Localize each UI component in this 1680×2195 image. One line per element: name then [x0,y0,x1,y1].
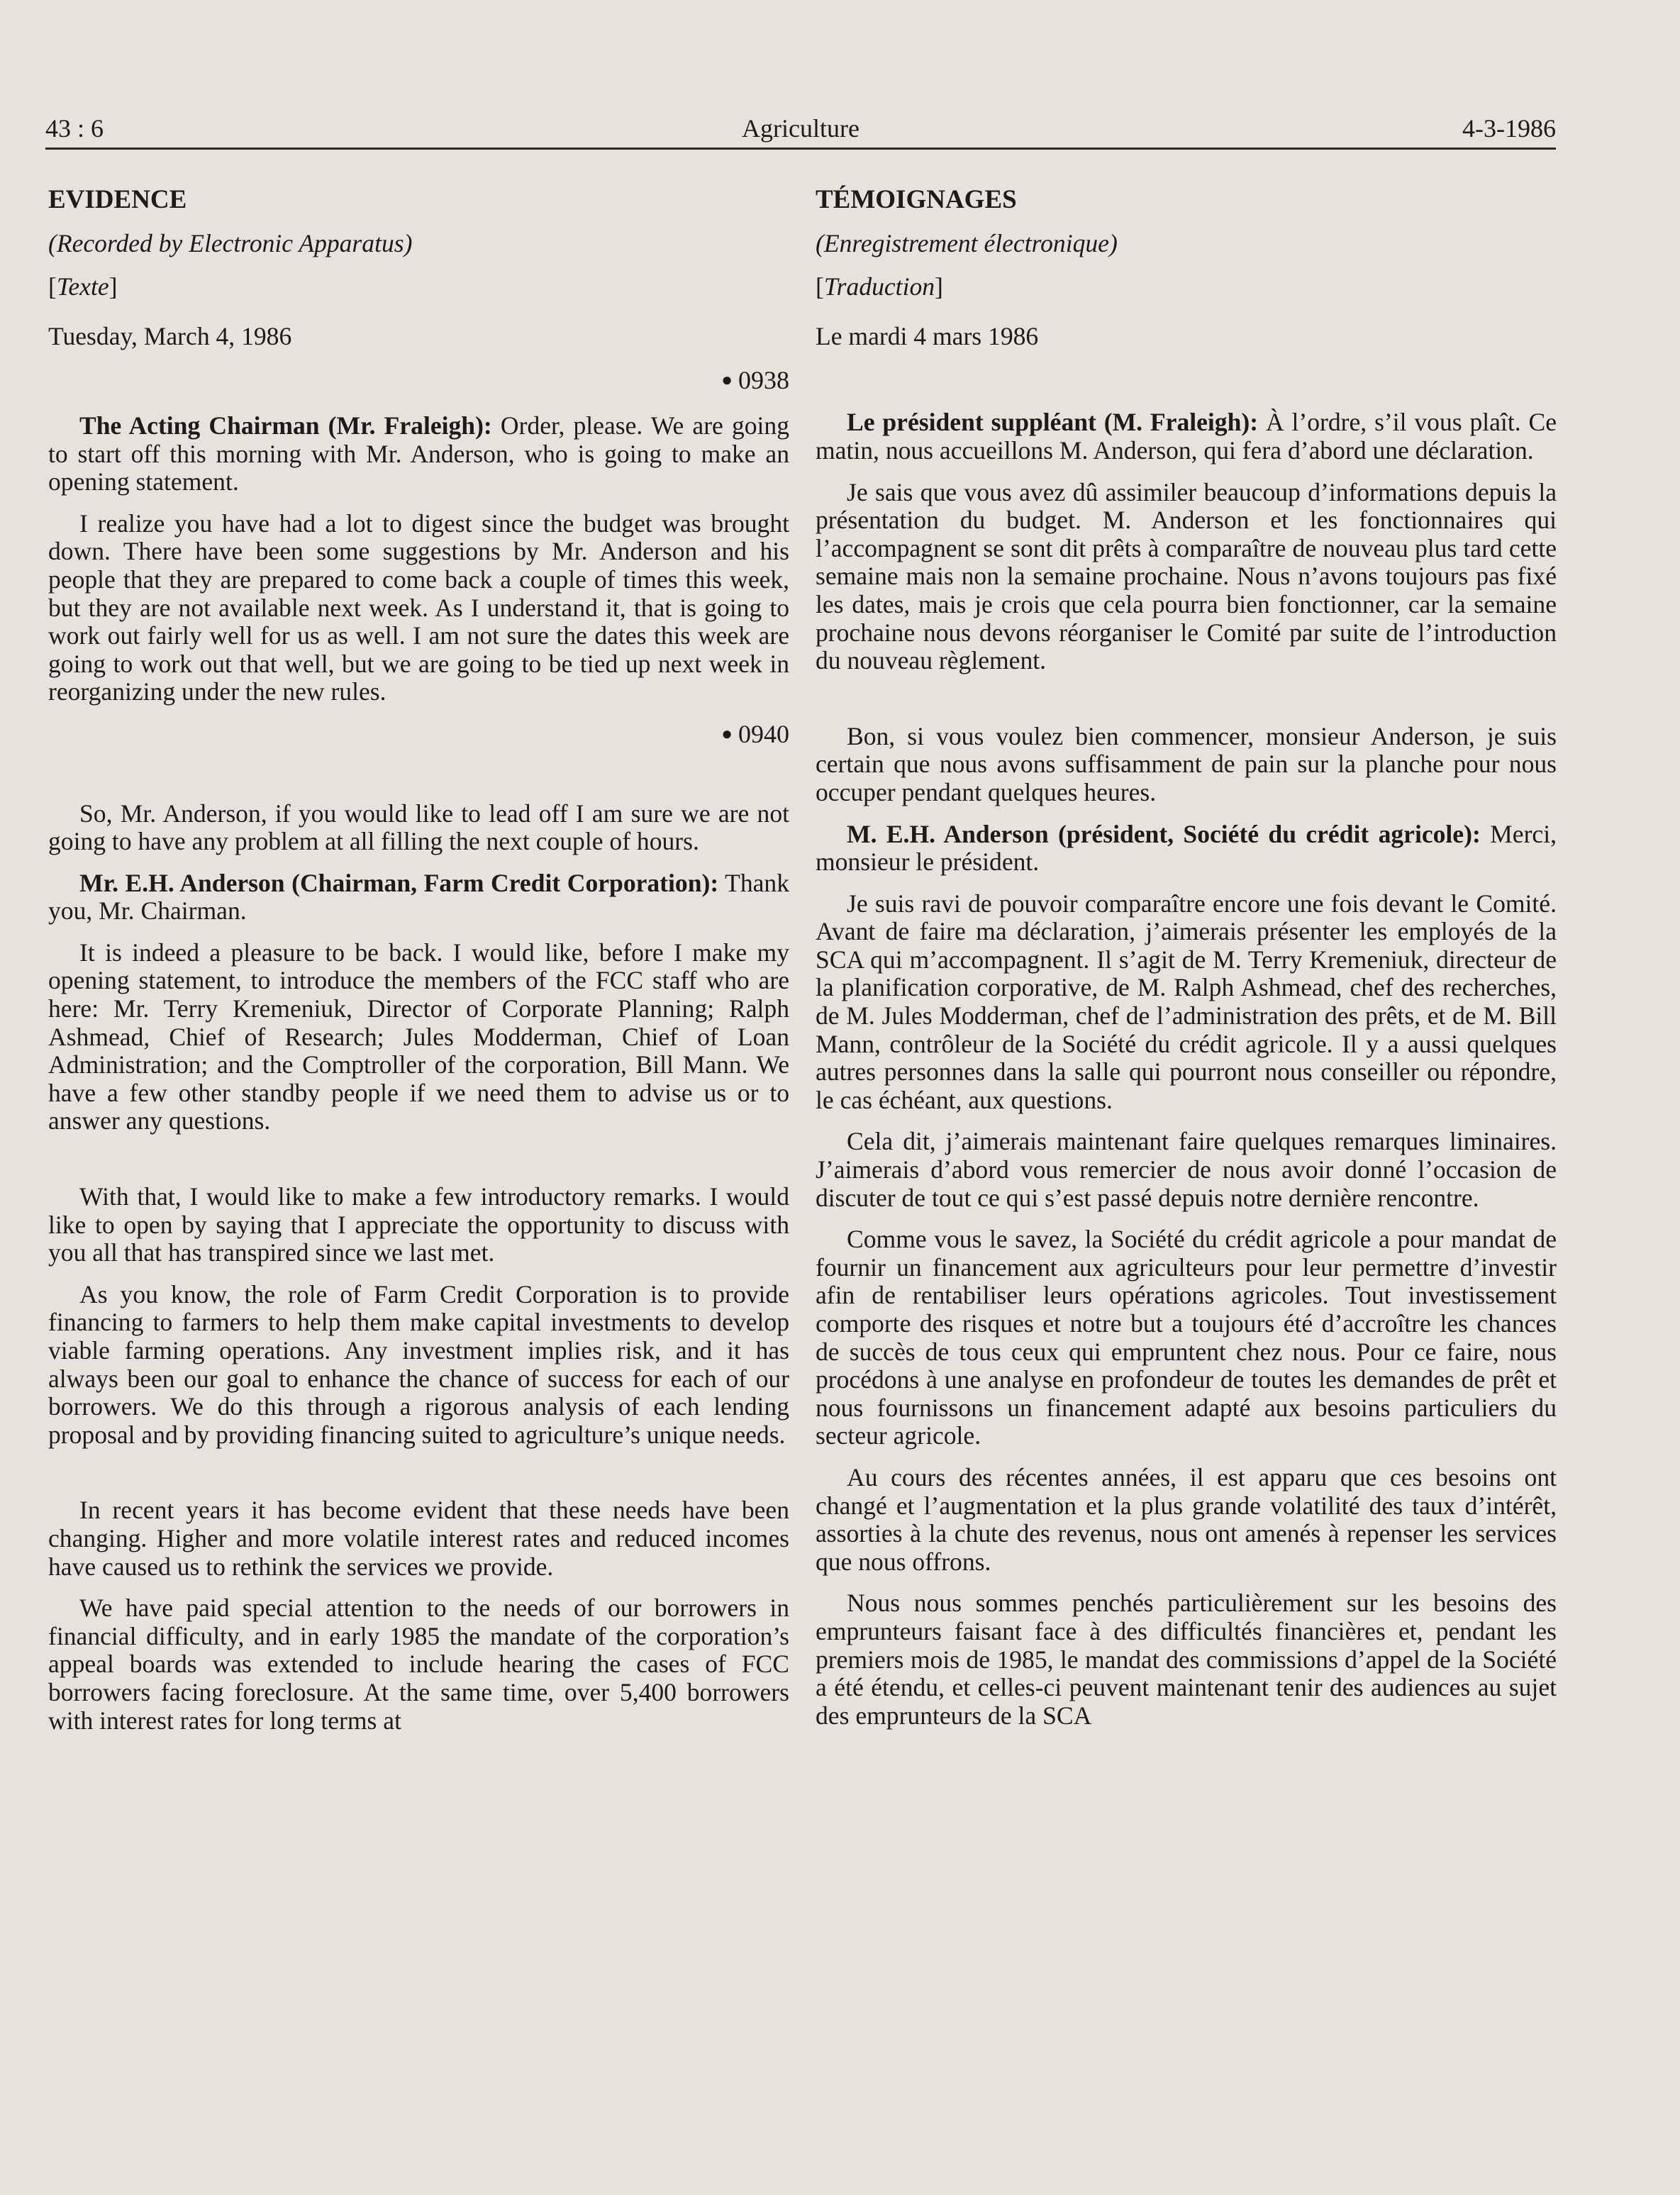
paragraph [48,869,789,926]
paragraph: So, Mr. Anderson, if you would like to lead off I am sure we are not going to have any problem at all filling the next couple of hours. [48,799,789,856]
text-note: [Traduction] [816,272,943,301]
timestamp [48,366,789,395]
speaker: Mr. E.H. Anderson (Chairman, Farm Credit Corporation): [79,868,719,897]
bullet-icon: ● [721,369,733,391]
section-heading: TÉMOIGNAGES [816,185,1017,214]
speaker: M. E.H. Anderson (président, Société du crédit agricole): [847,819,1481,848]
recording-note: (Recorded by Electronic Apparatus) [48,228,413,257]
dateline: Tuesday, March 4, 1986 [48,321,292,350]
page-number: 43 : 6 [45,114,104,143]
text-note-label: Texte [56,272,109,301]
paragraph: It is indeed a pleasure to be back. I would like, before I make my opening statement, to introduce the members of the FCC staff who are here: Mr. Terry Kremeniuk, Director of Corporate Planning; Ralph Ashmead, Chief of Research; Jules Modderman, Chief of Loan Administration; and the Comptroller of the corporation, Bill Mann. We have a few other standby people if we need them to advise us or to answer any questions. [48,938,789,1135]
paragraph: Comme vous le savez, la Société du crédit agricole a pour mandat de fournir un financement aux agriculteurs pour leur permettre d’investir afin de rentabiliser leurs opérations agricoles. Tout investissement comporte des risques et notre but a toujours été d’accroître les chances de succès de tous ceux qui empruntent chez nous. Pour ce faire, nous procédons à une analyse en profondeur de toutes les demandes de prêt et nous fournissons un financement adapté aux besoins particuliers du secteur agricole. [816,1225,1557,1450]
paragraph: Au cours des récentes années, il est apparu que ces besoins ont changé et l’augmentation et la plus grande volatilité des taux d’intérêt, assorties à la chute des revenus, nous ont amenés à repenser les services que nous offrons. [816,1462,1557,1576]
english-column [48,186,789,1748]
speech-text: Thank you, Mr. Chairman. [48,868,789,926]
paragraph [816,409,1557,465]
running-title: Agriculture [742,114,860,143]
recording-note: (Enregistrement électronique) [816,228,1118,257]
paragraph: I realize you have had a lot to digest since the budget was brought down. There have been some suggestions by Mr. Anderson and his people that they are prepared to come back a couple of times this week, but they are not available next week. As I understand it, that is going to work out fairly well for us as well. I am not sure the dates this week are going to work out that well, but we are going to be tied up next week in reorganizing under the new rules. [48,509,789,706]
paragraph: Je sais que vous avez dû assimiler beaucoup d’informations depuis la présentation du budget. M. Anderson et les fonctionnaires qui l’accompagnent se sont dit prêts à comparaître de nouveau plus tard cette semaine mais non la semaine prochaine. Nous n’avons toujours pas fixé les dates, mais je crois que cela pourra bien fonctionner, car la semaine prochaine nous devons réorganiser le Comité par suite de l’introduction du nouveau règlement. [816,477,1557,675]
paragraph: Je suis ravi de pouvoir comparaître encore une fois devant le Comité. Avant de faire ma déclaration, j’aimerais présenter les employés de la SCA qui m’accompagnent. Il s’agit de M. Terry Kremeniuk, directeur de la planification corporative, de M. Ralph Ashmead, chef des recherches, de M. Jules Modderman, chef de l’administration des prêts, et de M. Bill Mann, contrôleur de la Société du crédit agricole. Il y a aussi quelques autres personnes dans la salle qui pourront nous conseiller ou répondre, le cas échéant, aux questions. [816,889,1557,1114]
header-date: 4-3-1986 [1462,114,1556,143]
text-note-label: Traduction [823,272,935,301]
page-header [45,112,1556,150]
bullet-icon: ● [721,723,733,744]
paragraph: Cela dit, j’aimerais maintenant faire quelques remarques liminaires. J’aimerais d’abord vous remercier de nous avoir donné l’occasion de discuter de tout ce qui s’est passé depuis notre dernière rencontre. [816,1127,1557,1212]
paragraph [816,821,1557,877]
text-note: [Texte] [48,272,118,301]
section-heading: EVIDENCE [48,185,187,214]
paragraph: Nous nous sommes penchés particulièrement sur les besoins des emprunteurs faisant face à des difficultés financières et, pendant les premiers mois de 1985, le mandat des commissions d’appel de la Société a été étendu, et celles-ci peuvent maintenant tenir des audiences au sujet des emprunteurs de la SCA [816,1589,1557,1730]
speech-text: Merci, monsieur le président. [816,819,1557,877]
paragraph [48,412,789,496]
french-column [816,186,1557,1743]
timestamp-value: 0940 [738,719,789,748]
paragraph: We have paid special attention to the needs of our borrowers in financial difficulty, and in early 1985 the mandate of the corporation’s appeal boards was extended to include hearing the cases of FCC borrowers facing foreclosure. At the same time, over 5,400 borrowers with interest rates for long terms at [48,1594,789,1735]
speech-text: À l’ordre, s’il vous plaît. Ce matin, nous accueillons M. Anderson, qui fera d’abord une déclaration. [816,408,1557,465]
paragraph: As you know, the role of Farm Credit Corporation is to provide financing to farmers to help them make capital investments to develop viable farming operations. Any investment implies risk, and it has always been our goal to enhance the chance of success for each of our borrowers. We do this through a rigorous analysis of each lending proposal and by providing financing suited to agriculture’s unique needs. [48,1279,789,1449]
speaker: The Acting Chairman (Mr. Fraleigh): [79,411,492,440]
paragraph: Bon, si vous voulez bien commencer, monsieur Anderson, je suis certain que nous avons suffisamment de pain sur la planche pour nous occuper pendant quelques heures. [816,721,1557,806]
speaker: Le président suppléant (M. Fraleigh): [847,408,1259,437]
dateline: Le mardi 4 mars 1986 [816,321,1039,350]
timestamp-value: 0938 [738,366,789,395]
paragraph: With that, I would like to make a few introductory remarks. I would like to open by saying that I appreciate the opportunity to discuss with you all that has transpired since we last met. [48,1182,789,1267]
speech-text: Order, please. We are going to start off this morning with Mr. Anderson, who is going to make an opening statement. [48,411,789,496]
timestamp [48,720,789,749]
paragraph: In recent years it has become evident that these needs have been changing. Higher and more volatile interest rates and reduced incomes have caused us to rethink the services we provide. [48,1496,789,1581]
